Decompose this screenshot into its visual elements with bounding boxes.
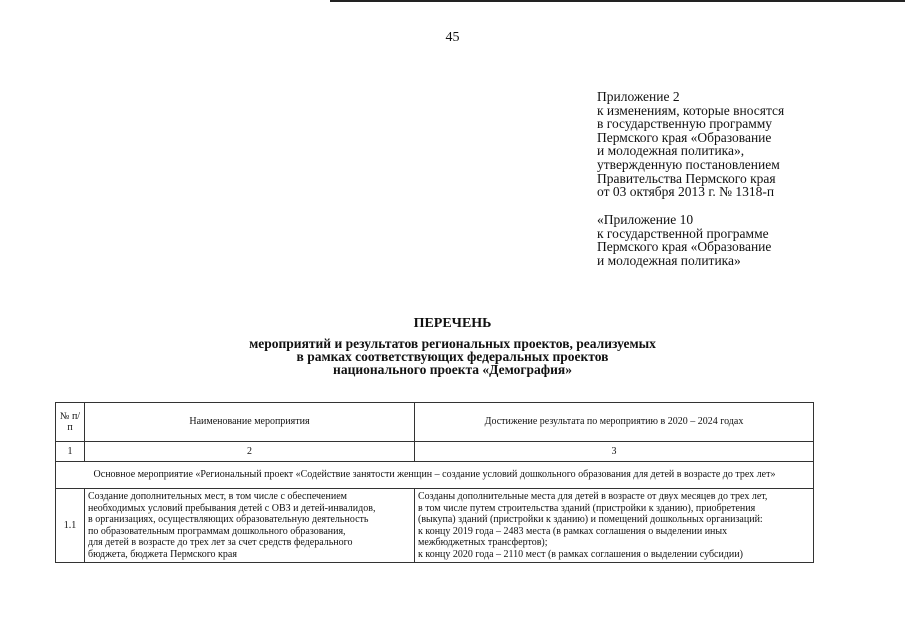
column-number: 2 (85, 442, 415, 462)
appendix-2-line: и молодежная политика» (597, 252, 741, 268)
appendix-2-line: Пермского края «Образование (597, 239, 772, 255)
appendix-1-line: Приложение 2 (597, 89, 680, 104)
measure-name-cell (85, 489, 415, 563)
result-line: межбюджетных трансфертов); (418, 537, 548, 548)
measure-name-line: для детей в возрасте до трех лет за счет средств федерального (88, 537, 353, 548)
appendix-1-line: Пермского края «Образование (597, 129, 772, 145)
section-row (56, 462, 814, 489)
document-subtitle (0, 337, 905, 376)
appendix-1-line: Правительства Пермского края (597, 170, 776, 186)
measure-name-line: необходимых условий пребывания детей с ОВЗ и детей-инвалидов, (88, 502, 376, 514)
result-line: в том числе путем строительства зданий (пристройки к зданию), приобретения (418, 502, 756, 514)
table-row (56, 489, 814, 563)
page-number: 45 (445, 30, 460, 45)
result-cell (415, 489, 814, 563)
result-line: к концу 2019 года – 2483 места (в рамках соглашения о выделении иных (418, 525, 728, 537)
result-line: Созданы дополнительные места для детей в возрасте от двух месяцев до трех лет, (418, 491, 768, 502)
result-line: к концу 2020 года – 2110 мест (в рамках соглашения о выделении субсидии) (418, 548, 743, 560)
subtitle-line: мероприятий и результатов региональных проектов, реализуемых (249, 336, 656, 351)
appendix-2-line: к государственной программе (597, 225, 769, 241)
subtitle-line: национального проекта «Демография» (333, 362, 572, 377)
appendix-1-line: и молодежная политика», (597, 143, 745, 159)
appendix-1-line: в государственную программу (597, 116, 773, 132)
measure-name-line: Создание дополнительных мест, в том числе с обеспечением (88, 491, 347, 502)
measure-name-line: в организациях, осуществляющих образовательную деятельность (88, 514, 369, 525)
measures-table (55, 402, 814, 563)
appendix-1-line: от 03 октября 2013 г. № 1318-п (597, 184, 775, 200)
column-number: 3 (415, 442, 814, 462)
measure-name-line: по образовательным программам дошкольного образования, (88, 525, 346, 537)
column-number: 1 (56, 442, 85, 462)
appendix-note-2 (597, 213, 771, 267)
appendix-note-1 (597, 90, 784, 199)
header-measure-name: Наименование мероприятия (85, 403, 415, 442)
appendix-2-line: «Приложение 10 (597, 212, 694, 227)
measure-name-line: бюджета, бюджета Пермского края (88, 548, 237, 560)
result-line: (выкупа) зданий (пристройки к зданию) и помещений дошкольных организаций: (418, 514, 763, 525)
header-number: № п/п (56, 403, 85, 442)
header-result: Достижение результата по мероприятию в 2020 – 2024 годах (415, 403, 814, 442)
appendix-1-line: утвержденную постановлением (597, 156, 780, 172)
appendix-1-line: к изменениям, которые вносятся (597, 102, 785, 118)
table-header-row (56, 403, 814, 442)
subtitle-line: в рамках соответствующих федеральных проектов (296, 349, 609, 364)
top-border-line (330, 0, 905, 2)
section-title: Основное мероприятие «Региональный проект «Содействие занятости женщин – создание условий дошкольного образования для детей в возрасте до трех лет» (56, 462, 814, 489)
document-title: ПЕРЕЧЕНЬ (413, 316, 492, 331)
column-number-row (56, 442, 814, 462)
row-number: 1.1 (56, 489, 85, 563)
